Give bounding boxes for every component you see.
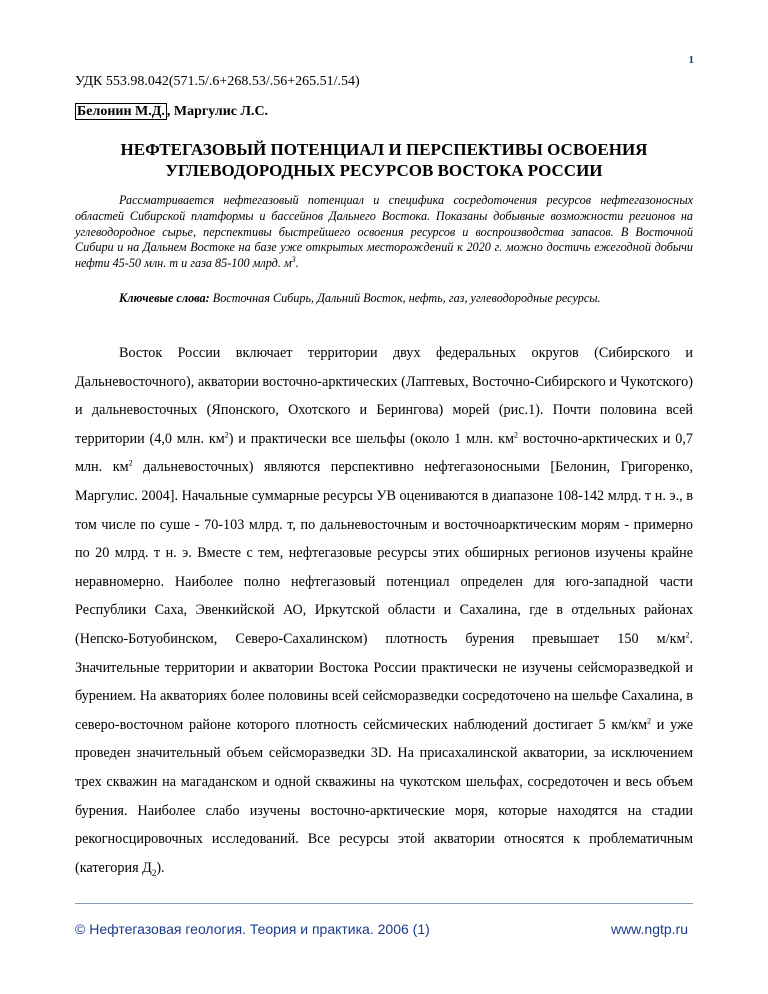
udc-code: УДК 553.98.042(571.5/.6+268.53/.56+265.51/.54)	[75, 74, 360, 89]
body-part-1: Восток России включает территории двух федеральных округов (Сибирского и Дальневосточного), акватории восточно-арктических (Лаптевых, Восточно-Сибирского и Чукотского) и дальневосточных (Японского, Охотского и Берингова) морей (рис.1). Почти половина всей территории (4,0 млн. км	[75, 345, 693, 447]
abstract-text: Рассматривается нефтегазовый потенциал и специфика сосредоточения ресурсов нефтегазоносных областей Сибирской платформы и бассейнов Дальнего Востока. Показаны добывные возможности регионов на углеводородное сырье, перспективы быстрейшего освоения ресурсов и воспроизводства запасов. В Восточной Сибири и на Дальнем Востоке на базе уже открытых месторождений к 2020 г. можно достичь ежегодной добычи нефти 45-50 млн. т и газа 85-100 млрд. м	[75, 193, 693, 271]
body-paragraph	[75, 339, 693, 882]
body-sup-2: 2	[513, 430, 518, 440]
body-sup-1: 2	[224, 430, 229, 440]
body-part-5: . Значительные территории и акватории Востока России практически не изучены сейсморазведкой и бурением. На акваториях более половины всей сейсморазведки сосредоточено на шельфе Сахалина, в северо-восточном районе которого плотность сейсмических наблюдений достигает 5 км/км	[75, 630, 693, 733]
body-part-3: восточно-арктических и 0,7 млн. км	[75, 430, 693, 476]
abstract-sup: 3	[291, 255, 296, 265]
abstract	[75, 193, 693, 272]
body-part-4: дальневосточных) являются перспективно нефтегазоносными [Белонин, Григоренко, Маргулис. 2004]. Начальные суммарные ресурсы УВ оцениваются в диапазоне 108-142 млрд. т н. э., в том числе по суше - 70-103 млрд. т, по дальневосточным и восточноарктическим морям - примерно по 20 млрд. т н. э. Вместе с тем, нефтегазовые ресурсы этих обширных регионов изучены крайне неравномерно. Наиболее полно нефтегазовый потенциал определен для юго-западной части Республики Саха, Эвенкийской АО, Иркутской области и Сахалина, где в отдельных районах (Непско-Ботуобинском, Северо-Сахалинском) плотность бурения превышает 150 м/км	[75, 459, 693, 647]
footer-website-link[interactable]: www.ngtp.ru	[610, 921, 688, 937]
author-margulis: Маргулис Л.С.	[170, 104, 269, 119]
body-sub-6: 2	[151, 867, 157, 878]
title-line-1: НЕФТЕГАЗОВЫЙ ПОТЕНЦИАЛ И ПЕРСПЕКТИВЫ ОСВОЕНИЯ	[120, 140, 648, 159]
body-part-2: ) и практически все шельфы (около 1 млн. км	[228, 430, 514, 447]
title-line-2: УГЛЕВОДОРОДНЫХ РЕСУРСОВ ВОСТОКА РОССИИ	[165, 161, 603, 180]
body-part-7: ).	[156, 859, 165, 876]
footer-journal: © Нефтегазовая геология. Теория и практика. 2006 (1)	[75, 921, 430, 937]
article-title	[75, 139, 693, 181]
footer-divider	[75, 903, 693, 904]
body-sup-3: 2	[128, 458, 133, 468]
author-separator: ,	[166, 104, 171, 119]
keywords	[75, 290, 693, 306]
page-number: 1	[688, 54, 694, 66]
abstract-end: .	[295, 256, 299, 271]
body-sup-5: 2	[647, 715, 652, 725]
author-link-belonin[interactable]: Белонин М.Д.	[77, 104, 165, 119]
body-part-6: и уже проведен значительный объем сейсморазведки 3D. На присахалинской акватории, за исключением трех скважин на магаданском и одной скважины на чукотском шельфах, сосредоточен и весь объем бурения. Наиболее слабо изучены восточно-арктические моря, которые находятся на стадии рекогносцировочных исследований. Все ресурсы этой акватории относятся к проблематичным (категория Д	[75, 716, 693, 876]
keywords-label: Ключевые слова:	[119, 291, 210, 305]
keywords-text: Восточная Сибирь, Дальний Восток, нефть, газ, углеводородные ресурсы.	[209, 291, 601, 305]
body-sup-4: 2	[685, 630, 690, 640]
authors	[75, 104, 268, 120]
